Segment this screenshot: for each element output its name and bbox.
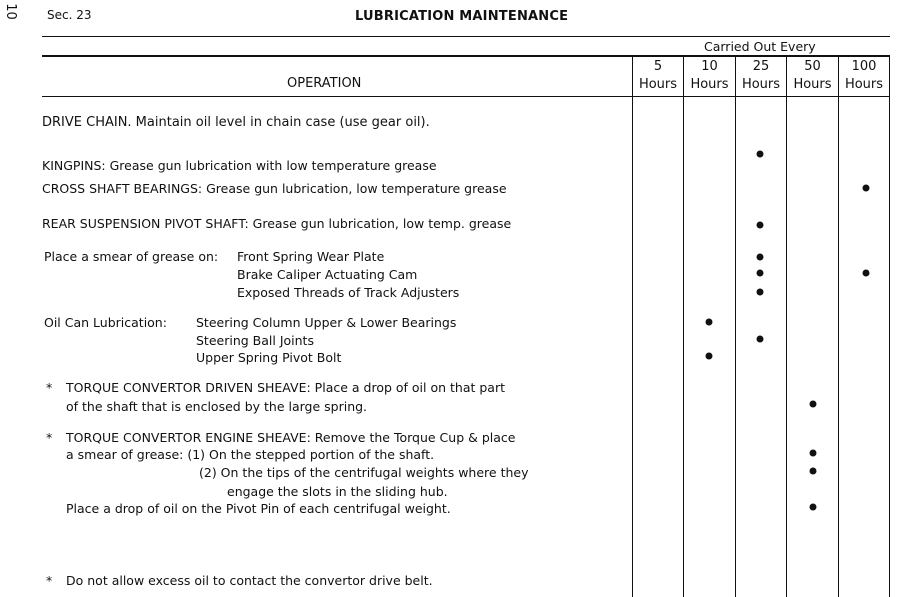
operation-cross-shaft-bearings: CROSS SHAFT BEARINGS: Grease gun lubrication, low temperature grease [42, 181, 507, 196]
operation-rear-suspension: REAR SUSPENSION PIVOT SHAFT: Grease gun lubrication, low temp. grease [42, 216, 512, 231]
asterisk-marker: * [46, 380, 53, 395]
column-divider [786, 55, 787, 597]
footnote: Do not allow excess oil to contact the convertor drive belt. [66, 573, 433, 588]
side-page-number: 10 [2, 3, 18, 20]
schedule-dot [757, 289, 764, 296]
schedule-dot [757, 254, 764, 261]
operation-smear-label: Place a smear of grease on: [44, 249, 219, 264]
column-header-100-hours [839, 58, 889, 94]
column-interval: 50 [804, 59, 821, 74]
schedule-dot [810, 468, 817, 475]
operation-oil-can-label: Oil Can Lubrication: [44, 315, 167, 330]
operation-header: OPERATION [287, 76, 362, 91]
operation-oil-can-item: Upper Spring Pivot Bolt [196, 350, 342, 365]
column-interval: 25 [752, 59, 770, 74]
section-label: Sec. 23 [47, 8, 92, 22]
operation-oil-can-item: Steering Ball Joints [196, 333, 314, 348]
column-interval: 10 [701, 59, 718, 74]
schedule-dot [706, 319, 713, 326]
column-unit: Hours [638, 77, 678, 92]
operation-oil-can-item: Steering Column Upper & Lower Bearings [196, 315, 457, 330]
column-unit: Hours [741, 77, 781, 92]
operation-engine-sheave: TORQUE CONVERTOR ENGINE SHEAVE: Remove the Torque Cup & place [66, 430, 516, 445]
column-header-5-hours [633, 58, 683, 94]
column-divider [838, 55, 839, 597]
schedule-dot [810, 450, 817, 457]
column-divider [632, 55, 633, 597]
schedule-dot [757, 270, 764, 277]
header-rule [42, 55, 890, 57]
schedule-dot [706, 353, 713, 360]
operation-driven-sheave: TORQUE CONVERTOR DRIVEN SHEAVE: Place a drop of oil on that part [66, 380, 506, 395]
operation-smear-item: Exposed Threads of Track Adjusters [237, 285, 460, 300]
column-header-10-hours [684, 58, 735, 94]
operation-engine-sheave-step-2-cont: engage the slots in the sliding hub. [227, 484, 448, 499]
schedule-dot [757, 336, 764, 343]
operation-drive-chain: DRIVE CHAIN. Maintain oil level in chain case (use gear oil). [42, 115, 430, 130]
schedule-dot [810, 401, 817, 408]
column-divider [735, 55, 736, 597]
schedule-dot [757, 222, 764, 229]
top-rule [42, 36, 890, 37]
column-interval: 5 [653, 59, 663, 74]
asterisk-marker: * [46, 573, 53, 588]
column-interval: 100 [851, 59, 877, 74]
schedule-dot [810, 504, 817, 511]
column-divider [889, 55, 890, 597]
column-divider [683, 55, 684, 597]
column-header-25-hours [736, 58, 786, 94]
column-header-50-hours [787, 58, 838, 94]
schedule-dot [863, 185, 870, 192]
operation-driven-sheave-cont: of the shaft that is enclosed by the large spring. [66, 399, 368, 414]
column-unit: Hours [690, 77, 729, 92]
schedule-dot [863, 270, 870, 277]
page-title: LUBRICATION MAINTENANCE [355, 9, 569, 24]
operation-smear-item: Brake Caliper Actuating Cam [237, 267, 418, 282]
operation-kingpins: KINGPINS: Grease gun lubrication with low temperature grease [42, 158, 437, 173]
column-unit: Hours [844, 77, 884, 92]
operation-engine-sheave-step-2: (2) On the tips of the centrifugal weights where they [199, 465, 529, 480]
column-unit: Hours [793, 77, 832, 92]
operation-smear-item: Front Spring Wear Plate [237, 249, 385, 264]
header-bottom-rule [42, 96, 890, 97]
carried-out-every-label: Carried Out Every [704, 39, 816, 54]
operation-engine-sheave-step-1: a smear of grease: (1) On the stepped portion of the shaft. [66, 447, 435, 462]
operation-pivot-pin: Place a drop of oil on the Pivot Pin of each centrifugal weight. [66, 501, 451, 516]
schedule-dot [757, 151, 764, 158]
asterisk-marker: * [46, 430, 53, 445]
